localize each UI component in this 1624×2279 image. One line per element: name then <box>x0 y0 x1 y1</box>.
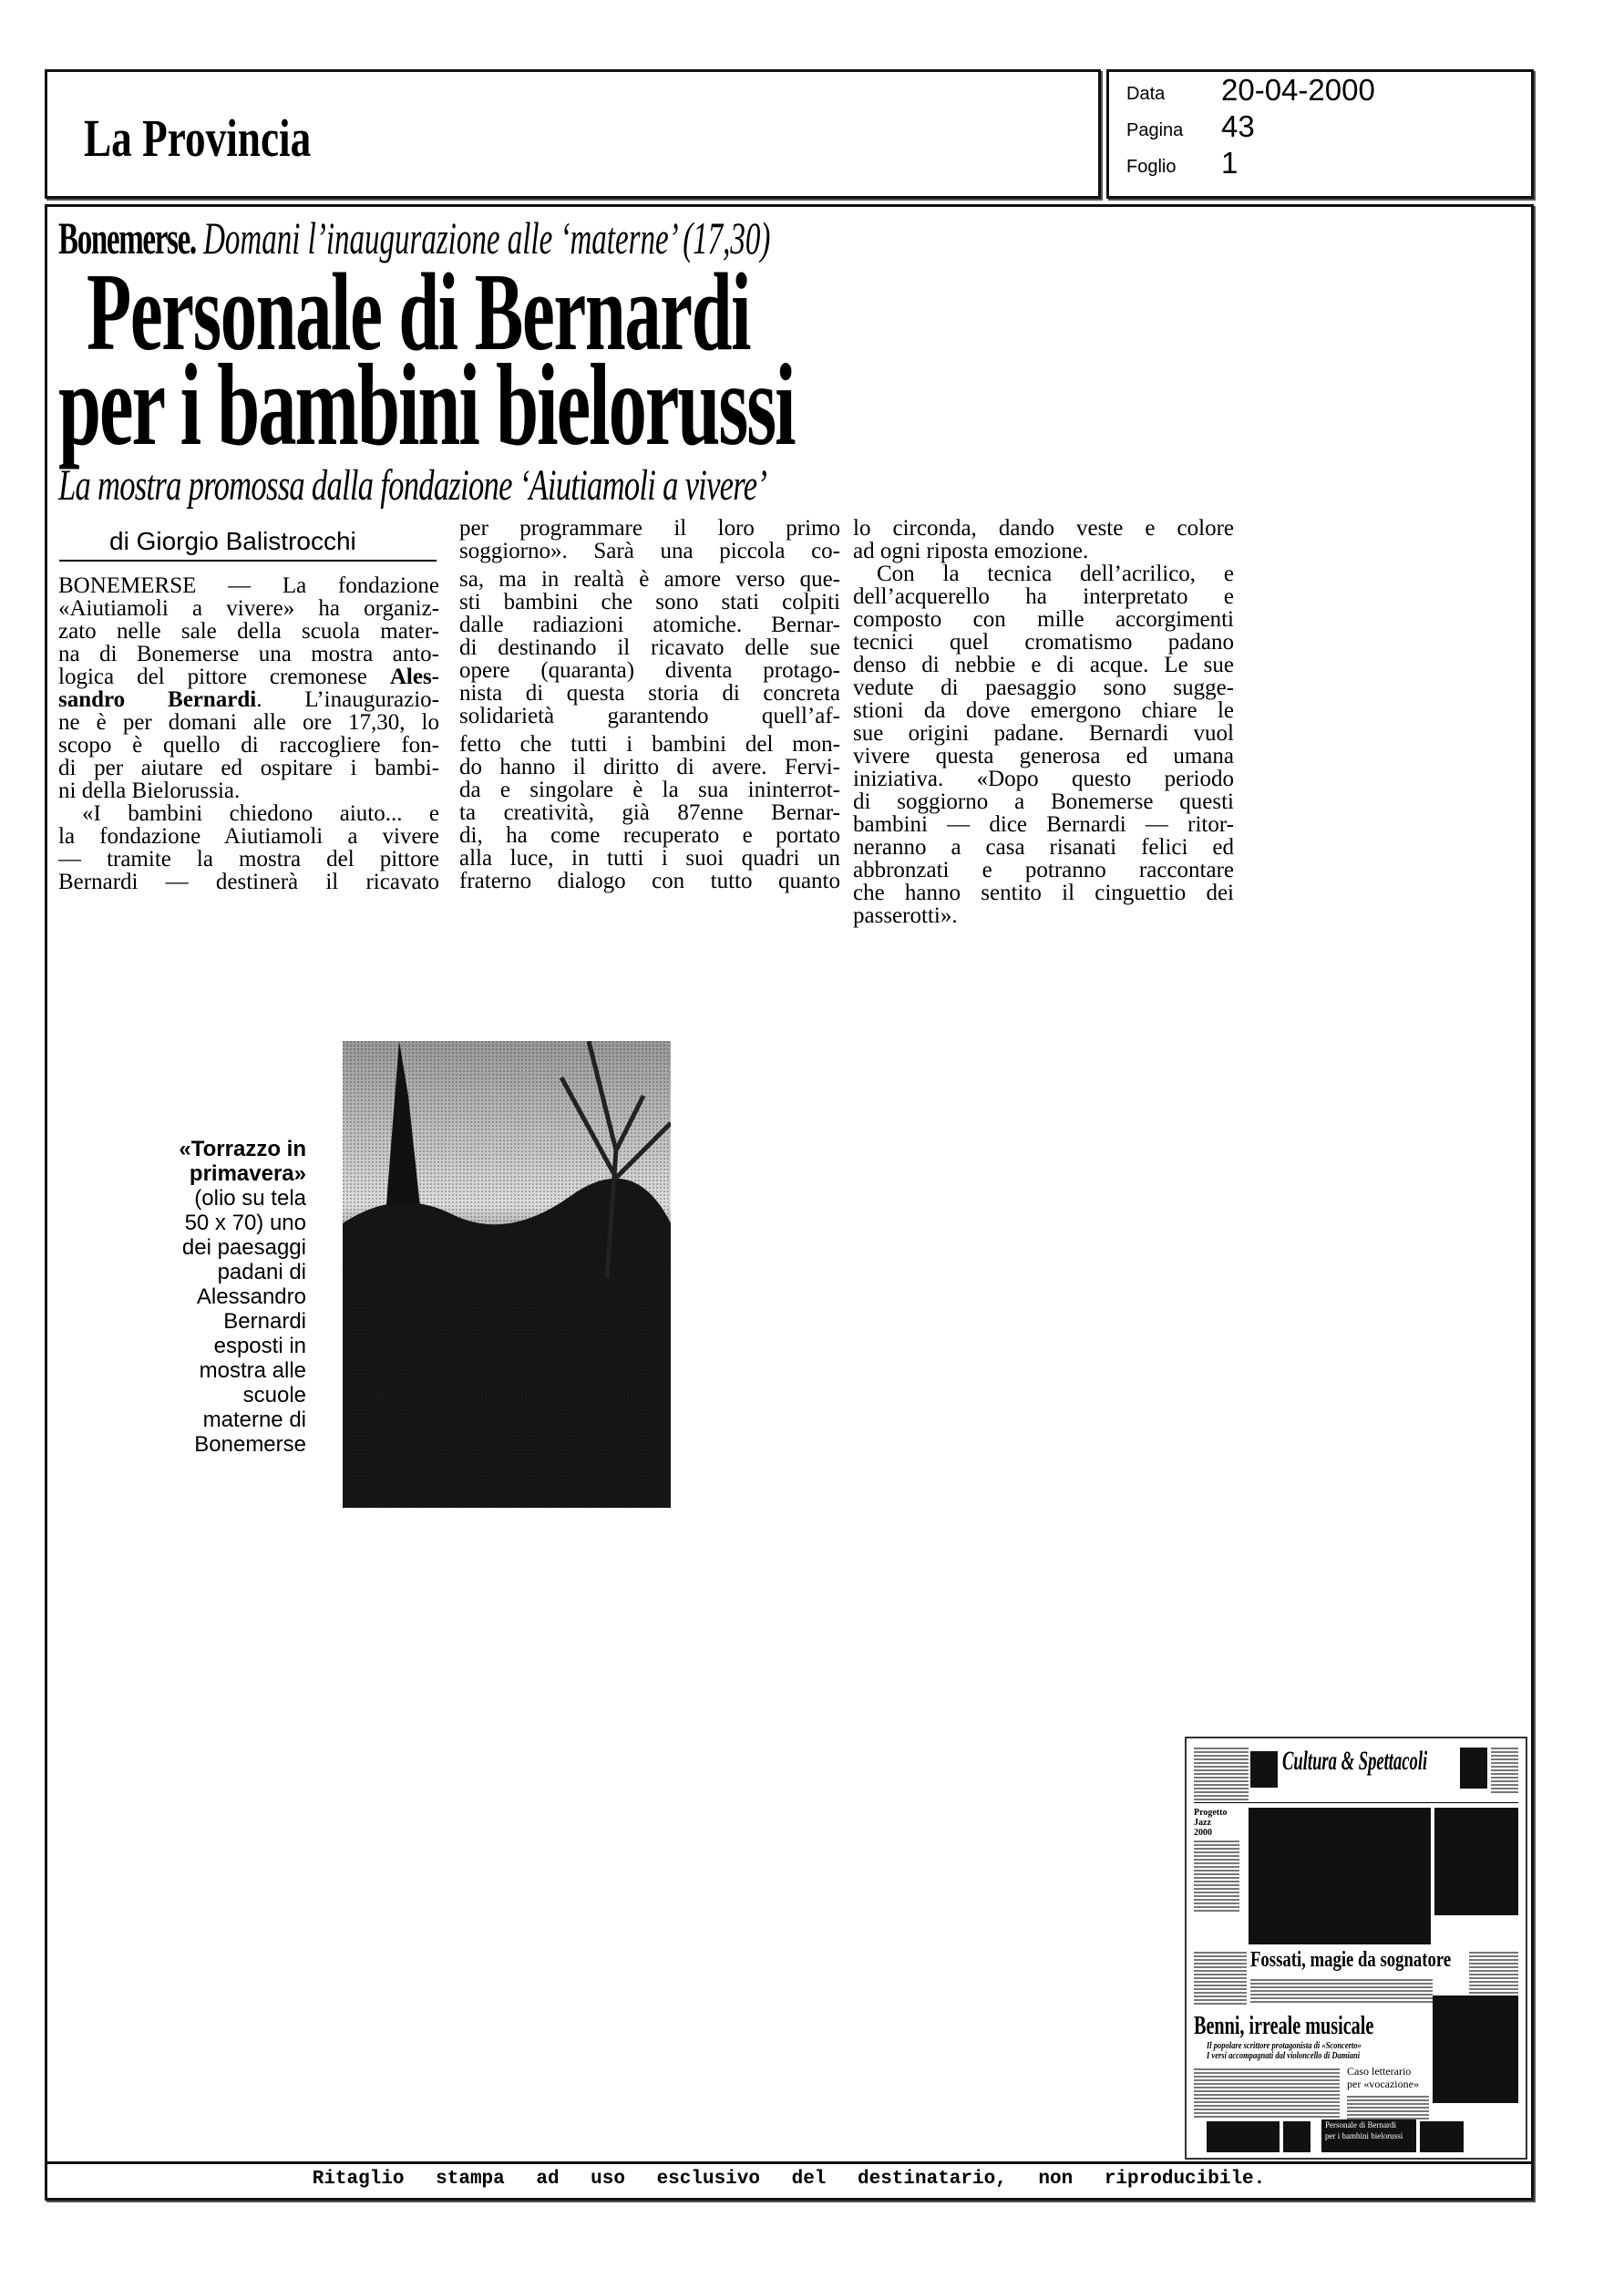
text-line <box>459 614 840 636</box>
text-segment: di soggiorno a Bonemerse questi <box>853 789 1234 814</box>
caption-line: Bernardi <box>223 1309 306 1334</box>
text-segment: passerotti». <box>853 903 958 928</box>
text-segment: ne è per domani alle ore 17,30, lo <box>58 710 439 735</box>
date-value: 20-04-2000 <box>1221 73 1375 107</box>
article-column-1 <box>58 574 439 893</box>
paragraph <box>853 517 1234 562</box>
bold-text: sandro Bernardi <box>58 687 257 712</box>
text-segment: soggiorno». Sarà una piccola co- <box>459 539 840 563</box>
page-label: Pagina <box>1126 120 1184 140</box>
caption-line: padani di <box>217 1260 306 1284</box>
text-line <box>58 665 439 688</box>
caption-title-1: «Torrazzo in <box>179 1137 306 1161</box>
thumb-clip-1: Personale di Bernardi <box>1325 2120 1396 2129</box>
caption-line: materne di <box>202 1408 306 1432</box>
text-line <box>58 643 439 665</box>
sheet-value: 1 <box>1221 146 1239 180</box>
text-segment: di destinando il ricavato delle sue <box>459 635 840 660</box>
text-line <box>58 688 439 711</box>
text-segment: tecnici quel cromatismo padano <box>853 630 1234 655</box>
text-line <box>58 825 439 848</box>
paragraph <box>58 802 439 893</box>
text-line <box>853 859 1234 882</box>
text-segment: composto con mille accorgimenti <box>853 607 1234 632</box>
text-line <box>459 659 840 682</box>
paragraph <box>459 733 840 892</box>
kicker-place: Bonemerse. <box>58 212 196 263</box>
thumb-headline-2: Benni, irreale musicale <box>1194 2012 1374 2040</box>
text-line <box>853 836 1234 859</box>
text-line <box>58 711 439 734</box>
text-line <box>459 801 840 824</box>
text-line <box>58 597 439 620</box>
text-line <box>459 591 840 614</box>
caption-line: Alessandro <box>196 1284 306 1309</box>
caption-line: dei paesaggi <box>181 1235 306 1260</box>
text-segment: denso di nebbie e di acque. Le sue <box>853 653 1234 677</box>
text-line <box>853 608 1234 631</box>
text-segment: — tramite la mostra del pittore <box>58 847 439 871</box>
byline-rule <box>59 560 437 562</box>
text-segment: nista di questa storia di concreta <box>459 681 840 706</box>
text-line <box>459 779 840 801</box>
text-segment: Con la tecnica dell’acrilico, e <box>877 562 1234 586</box>
thumb-subtitle-a: Il popolare scrittore protagonista di «Sconcerto» <box>1207 2041 1362 2051</box>
text-segment: che hanno sentito il cinguettio dei <box>853 881 1234 905</box>
caption-line: mostra alle <box>199 1358 306 1383</box>
text-line <box>853 631 1234 654</box>
text-line <box>853 540 1234 562</box>
text-segment: «I bambini chiedono aiuto... e <box>82 801 439 826</box>
text-line <box>459 733 840 756</box>
text-line <box>853 790 1234 813</box>
footer-disclaimer: Ritaglio stampa ad uso esclusivo del destinatario, non riproducibile. <box>312 2169 1266 2190</box>
text-line <box>459 847 840 870</box>
paragraph <box>459 568 840 727</box>
text-line <box>853 768 1234 790</box>
text-line <box>58 848 439 871</box>
thumb-clip-2: per i bambini bielorussi <box>1325 2131 1403 2140</box>
text-segment: ni della Bielorussia. <box>58 779 241 803</box>
text-segment: do hanno il diritto di avere. Fervi- <box>459 755 840 779</box>
text-segment: . L’inaugurazio- <box>256 687 439 712</box>
text-segment: fraterno dialogo con tutto quanto <box>459 869 840 893</box>
text-line <box>853 904 1234 927</box>
text-segment: BONEMERSE — La fondazione <box>58 573 439 598</box>
text-line <box>853 562 1234 585</box>
paragraph <box>459 517 840 562</box>
paragraph <box>853 562 1234 927</box>
thumb-boxed-1: Caso letterario <box>1347 2065 1412 2078</box>
article-column-2 <box>459 517 840 892</box>
caption-line: Bonemerse <box>194 1432 306 1457</box>
text-line <box>58 779 439 802</box>
page-value: 43 <box>1221 109 1255 143</box>
text-segment: opere (quaranta) diventa protago- <box>459 658 840 683</box>
text-segment: abbronzati e potranno raccontare <box>853 858 1234 882</box>
text-segment: alla luce, in tutti i suoi quadri un <box>459 846 840 871</box>
text-segment: da e singolare è la sua ininterrot- <box>459 778 840 802</box>
text-segment: iniziativa. «Dopo questo periodo <box>853 767 1234 791</box>
text-line <box>58 871 439 893</box>
byline: di Giorgio Balistrocchi <box>109 527 356 555</box>
text-segment: Bernardi — destinerà il ricavato <box>58 870 439 894</box>
text-line <box>853 585 1234 608</box>
text-segment: vivere questa generosa ed umana <box>853 744 1234 768</box>
text-line <box>459 756 840 779</box>
text-line <box>58 734 439 757</box>
bold-text: Ales- <box>389 665 439 689</box>
text-segment: zato nelle sale della scuola mater- <box>58 619 439 644</box>
thumb-section-title: Cultura & Spettacoli <box>1282 1746 1428 1776</box>
text-line <box>853 813 1234 836</box>
text-segment: per programmare il loro primo <box>459 516 840 541</box>
text-line <box>58 574 439 597</box>
paragraph <box>58 574 439 802</box>
text-segment: scopo è quello di raccogliere fon- <box>58 733 439 758</box>
photo-caption <box>146 1137 306 1457</box>
text-line <box>58 757 439 779</box>
caption-line: (olio su tela <box>194 1186 306 1211</box>
article-column-3 <box>853 517 1234 927</box>
caption-title-2: primavera» <box>189 1161 306 1186</box>
text-line <box>853 722 1234 745</box>
text-line <box>853 654 1234 676</box>
sheet-label: Foglio <box>1126 157 1177 177</box>
text-segment: ta creatività, già 87enne Bernar- <box>459 800 840 825</box>
page-thumbnail <box>1185 1737 1527 2160</box>
text-segment: sue origini padane. Bernardi vuol <box>853 721 1234 746</box>
text-line <box>459 682 840 705</box>
text-line <box>459 824 840 847</box>
text-line <box>459 705 840 727</box>
text-line <box>853 676 1234 699</box>
text-line <box>459 636 840 659</box>
subtitle: La mostra promossa dalla fondazione ‘Aiutiamoli a vivere’ <box>58 461 767 510</box>
text-line <box>58 620 439 643</box>
text-line <box>853 517 1234 540</box>
text-segment: solidarietà garantendo quell’af- <box>459 704 840 728</box>
text-segment: dalle radiazioni atomiche. Bernar- <box>459 613 840 637</box>
text-line <box>853 745 1234 768</box>
text-line <box>853 699 1234 722</box>
text-line <box>459 517 840 540</box>
date-label: Data <box>1126 84 1166 104</box>
thumb-sidebar: Progetto Jazz 2000 <box>1194 1808 1228 1838</box>
headline-line-2: per i bambini bielorussi <box>58 340 795 469</box>
caption-line: scuole <box>242 1383 306 1408</box>
thumb-subtitle-b: I versi accompagnati dal violoncello di Damiani <box>1207 2051 1361 2061</box>
text-line <box>853 882 1234 904</box>
text-segment: vedute di paesaggio sono sugge- <box>853 675 1234 700</box>
text-segment: lo circonda, dando veste e colore <box>853 516 1234 541</box>
text-segment: na di Bonemerse una mostra anto- <box>58 642 439 666</box>
text-line <box>58 802 439 825</box>
text-line <box>459 540 840 562</box>
text-segment: stioni da dove emergono chiare le <box>853 698 1234 723</box>
kicker-text: Domani l’inaugurazione alle ‘materne’ (17,30) <box>203 212 771 263</box>
text-segment: fetto che tutti i bambini del mon- <box>459 732 840 757</box>
text-segment: sti bambini che sono stati colpiti <box>459 590 840 614</box>
painting-photo <box>343 1041 671 1508</box>
thumb-headline-1: Fossati, magie da sognatore <box>1250 1948 1452 1972</box>
text-segment: sa, ma in realtà è amore verso que- <box>459 567 840 592</box>
text-segment: di per aiutare ed ospitare i bambi- <box>58 756 439 780</box>
text-segment: dell’acquerello ha interpretato e <box>853 584 1234 609</box>
text-segment: logica del pittore cremonese <box>58 665 390 689</box>
text-segment: ad ogni riposta emozione. <box>853 539 1089 563</box>
text-line <box>459 568 840 591</box>
text-segment: bambini — dice Bernardi — ritor- <box>853 812 1234 837</box>
text-segment: «Aiutiamoli a vivere» ha organiz- <box>58 596 439 621</box>
newspaper-masthead: La Provincia <box>84 108 312 168</box>
text-segment: di, ha come recuperato e portato <box>459 823 840 848</box>
thumb-boxed-2: per «vocazione» <box>1347 2078 1419 2090</box>
text-line <box>459 870 840 892</box>
text-segment: la fondazione Aiutiamoli a vivere <box>58 824 439 849</box>
caption-line: 50 x 70) uno <box>184 1211 306 1235</box>
caption-line: esposti in <box>213 1334 306 1358</box>
text-segment: neranno a casa risanati felici ed <box>853 835 1234 860</box>
headline-line-1: Personale di Bernardi <box>87 251 751 374</box>
